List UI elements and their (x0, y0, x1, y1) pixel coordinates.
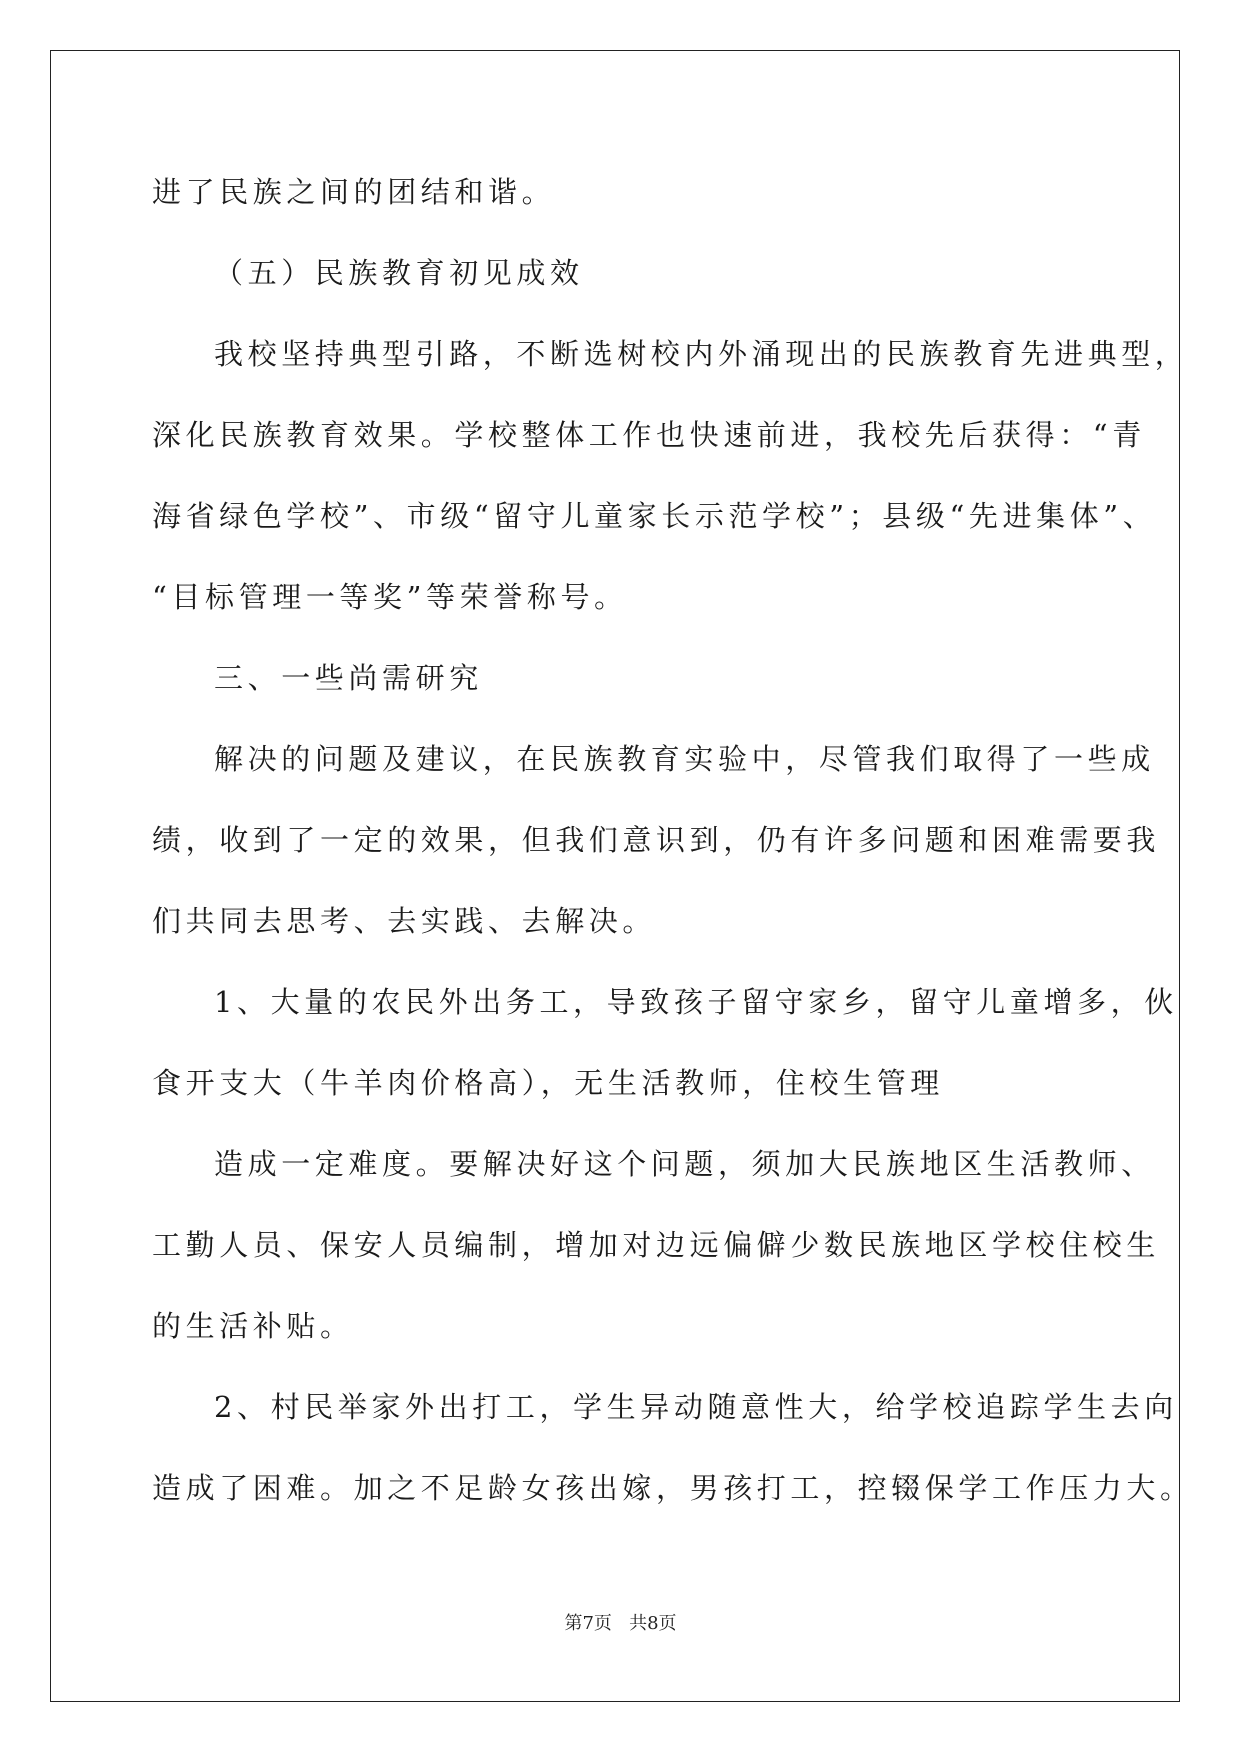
page-number: 第7页 共8页 (564, 1613, 677, 1634)
body-text-line: 进了民族之间的团结和谐。 (152, 175, 556, 209)
body-text-line: 工勤人员、保安人员编制，增加对边远偏僻少数民族地区学校住校生 (152, 1228, 1161, 1262)
body-text-line: 造成了困难。加之不足龄女孩出嫁，男孩打工，控辍保学工作压力大。 (152, 1471, 1194, 1505)
body-text-line: 绩，收到了一定的效果，但我们意识到，仍有许多问题和困难需要我 (152, 823, 1161, 857)
body-text-line: 1、大量的农民外出务工，导致孩子留守家乡，留守儿童增多，伙 (214, 985, 1178, 1019)
body-text-line: 海省绿色学校”、市级“留守儿童家长示范学校”；县级“先进集体”、 (152, 499, 1157, 533)
body-text-line: 食开支大（牛羊肉价格高），无生活教师，住校生管理 (152, 1066, 944, 1100)
body-text-line: 们共同去思考、去实践、去解决。 (152, 904, 657, 938)
body-text-line: 的生活补贴。 (152, 1309, 354, 1343)
body-text-line: 造成一定难度。要解决好这个问题，须加大民族地区生活教师、 (214, 1147, 1155, 1181)
body-text-line: 我校坚持典型引路，不断选树校内外涌现出的民族教育先进典型， (214, 337, 1189, 371)
body-text-line: “目标管理一等奖”等荣誉称号。 (152, 580, 628, 614)
section-heading: （五）民族教育初见成效 (214, 256, 584, 290)
section-heading: 三、一些尚需研究 (214, 661, 483, 695)
body-text-line: 2、村民举家外出打工，学生异动随意性大，给学校追踪学生去向 (214, 1390, 1178, 1424)
body-text-line: 解决的问题及建议，在民族教育实验中，尽管我们取得了一些成 (214, 742, 1155, 776)
page-footer (0, 1612, 1241, 1636)
body-text-line: 深化民族教育效果。学校整体工作也快速前进，我校先后获得：“青 (152, 418, 1146, 452)
page-border (50, 50, 1180, 1702)
